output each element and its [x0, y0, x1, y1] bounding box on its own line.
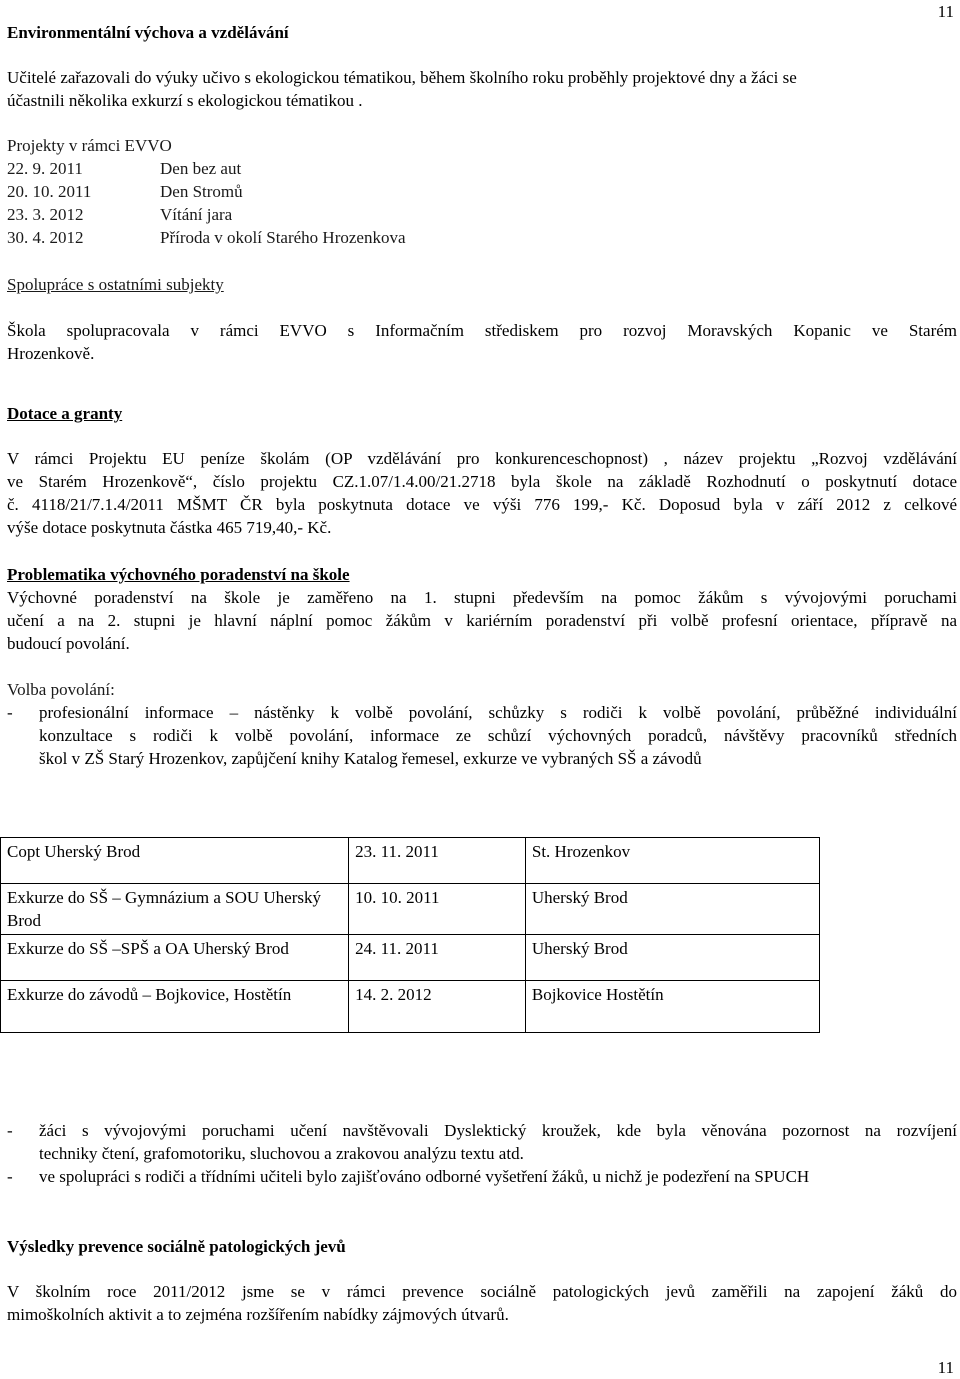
guidance-line2: učení a na 2. stupni je hlavní náplní pomoc žákům v kariérním poradenství při volbě profesní orientace, přípravě na	[7, 611, 957, 630]
project-date: 20. 10. 2011	[7, 182, 92, 201]
project-name: Příroda v okolí Starého Hrozenkova	[160, 228, 406, 247]
learning-bullet1-line2: techniky čtení, grafomotoriku, sluchovou a zrakovou analýzu textu atd.	[39, 1144, 524, 1163]
project-date: 30. 4. 2012	[7, 228, 84, 247]
project-date: 23. 3. 2012	[7, 205, 84, 224]
table-cell-date: 23. 11. 2011	[349, 838, 526, 884]
career-bullet-line3: škol v ZŠ Starý Hrozenkov, zapůjčení knihy Katalog řemesel, exkurze ve vybraných SŠ a závodů	[39, 749, 702, 768]
env-intro-line1: Učitelé zařazovali do výuky učivo s ekologickou tématikou, během školního roku proběhly projektové dny a žáci se	[7, 68, 797, 87]
project-name: Den Stromů	[160, 182, 243, 201]
table-row	[1, 838, 820, 884]
table-cell-date: 10. 10. 2011	[349, 884, 526, 935]
grants-line3: č. 4118/21/7.1.4/2011 MŠMT ČR byla poskytnuta dotace ve výši 776 199,- Kč. Doposud byla v září 2012 z celkové	[7, 495, 957, 514]
cooperation-line2: Hrozenkově.	[7, 344, 95, 363]
career-bullet-line1: profesionální informace – nástěnky k volbě povolání, schůzky s rodiči k volbě povolání, průběžné individuální	[39, 703, 957, 722]
table-cell-place: Uherský Brod	[525, 884, 819, 935]
career-bullet-line2: konzultace s rodiči k volbě povolání, informace ze schůzí výchovných poradců, návštěvy pracovníků středních	[39, 726, 957, 745]
section-heading-prevention: Výsledky prevence sociálně patologických jevů	[7, 1237, 346, 1256]
prevention-line2: mimoškolních aktivit a to zejména rozšířením nabídky zájmových útvarů.	[7, 1305, 509, 1324]
grants-line1: V rámci Projektu EU peníze školám (OP vzdělávání pro konkurenceschopnost) , název projektu „Rozvoj vzdělávání	[7, 449, 957, 468]
env-intro-line2: účastnili několika exkurzí s ekologickou tématikou .	[7, 91, 363, 110]
cooperation-line1: Škola spolupracovala v rámci EVVO s Informačním střediskem pro rozvoj Moravských Kopanic ve Starém	[7, 321, 957, 340]
bullet-dash: -	[7, 1121, 13, 1140]
table-cell-event: Exkurze do SŠ –SPŠ a OA Uherský Brod	[1, 935, 349, 981]
career-title: Volba povolání:	[7, 680, 115, 699]
page-number-bottom: 11	[937, 1358, 954, 1377]
projects-title: Projekty v rámci EVVO	[7, 136, 172, 155]
section-heading-env: Environmentální výchova a vzdělávání	[7, 23, 289, 42]
table-row	[1, 981, 820, 1033]
learning-bullet2: ve spolupráci s rodiči a třídními učiteli bylo zajišťováno odborné vyšetření žáků, u nichž je podezření na SPUCH	[39, 1167, 810, 1186]
table-cell-place: St. Hrozenkov	[525, 838, 819, 884]
guidance-line1: Výchovné poradenství na škole je zaměřeno na 1. stupni především na pomoc žákům s vývojovými poruchami	[7, 588, 957, 607]
table-cell-event: Exkurze do SŠ – Gymnázium a SOU Uherský Brod	[1, 884, 349, 935]
section-heading-guidance: Problematika výchovného poradenství na škole	[7, 565, 350, 584]
table-row	[1, 935, 820, 981]
table-cell-event: Copt Uherský Brod	[1, 838, 349, 884]
guidance-line3: budoucí povolání.	[7, 634, 130, 653]
project-name: Vítání jara	[160, 205, 233, 224]
table-cell-place: Uherský Brod	[525, 935, 819, 981]
page-number-top: 11	[937, 2, 954, 21]
table-row	[1, 884, 820, 935]
excursions-table	[0, 837, 820, 1033]
prevention-line1: V školním roce 2011/2012 jsme se v rámci prevence sociálně patologických jevů zaměřili na zapojení žáků do	[7, 1282, 957, 1301]
bullet-dash: -	[7, 1167, 13, 1186]
table-cell-event: Exkurze do závodů – Bojkovice, Hostětín	[1, 981, 349, 1033]
table-cell-date: 24. 11. 2011	[349, 935, 526, 981]
bullet-dash: -	[7, 703, 13, 722]
learning-bullet1-line1: žáci s vývojovými poruchami učení navštěvovali Dyslektický kroužek, kde byla věnována pozornost na rozvíjení	[39, 1121, 957, 1140]
table-cell-date: 14. 2. 2012	[349, 981, 526, 1033]
project-date: 22. 9. 2011	[7, 159, 83, 178]
grants-line4: výše dotace poskytnuta částka 465 719,40,- Kč.	[7, 518, 332, 537]
cooperation-title: Spolupráce s ostatními subjekty	[7, 275, 224, 294]
table-cell-place: Bojkovice Hostětín	[525, 981, 819, 1033]
project-name: Den bez aut	[160, 159, 242, 178]
section-heading-grants: Dotace a granty	[7, 404, 123, 423]
grants-line2: ve Starém Hrozenkově“, číslo projektu CZ.1.07/1.4.00/21.2718 byla škole na základě Rozhodnutí o poskytnutí dotace	[7, 472, 957, 491]
